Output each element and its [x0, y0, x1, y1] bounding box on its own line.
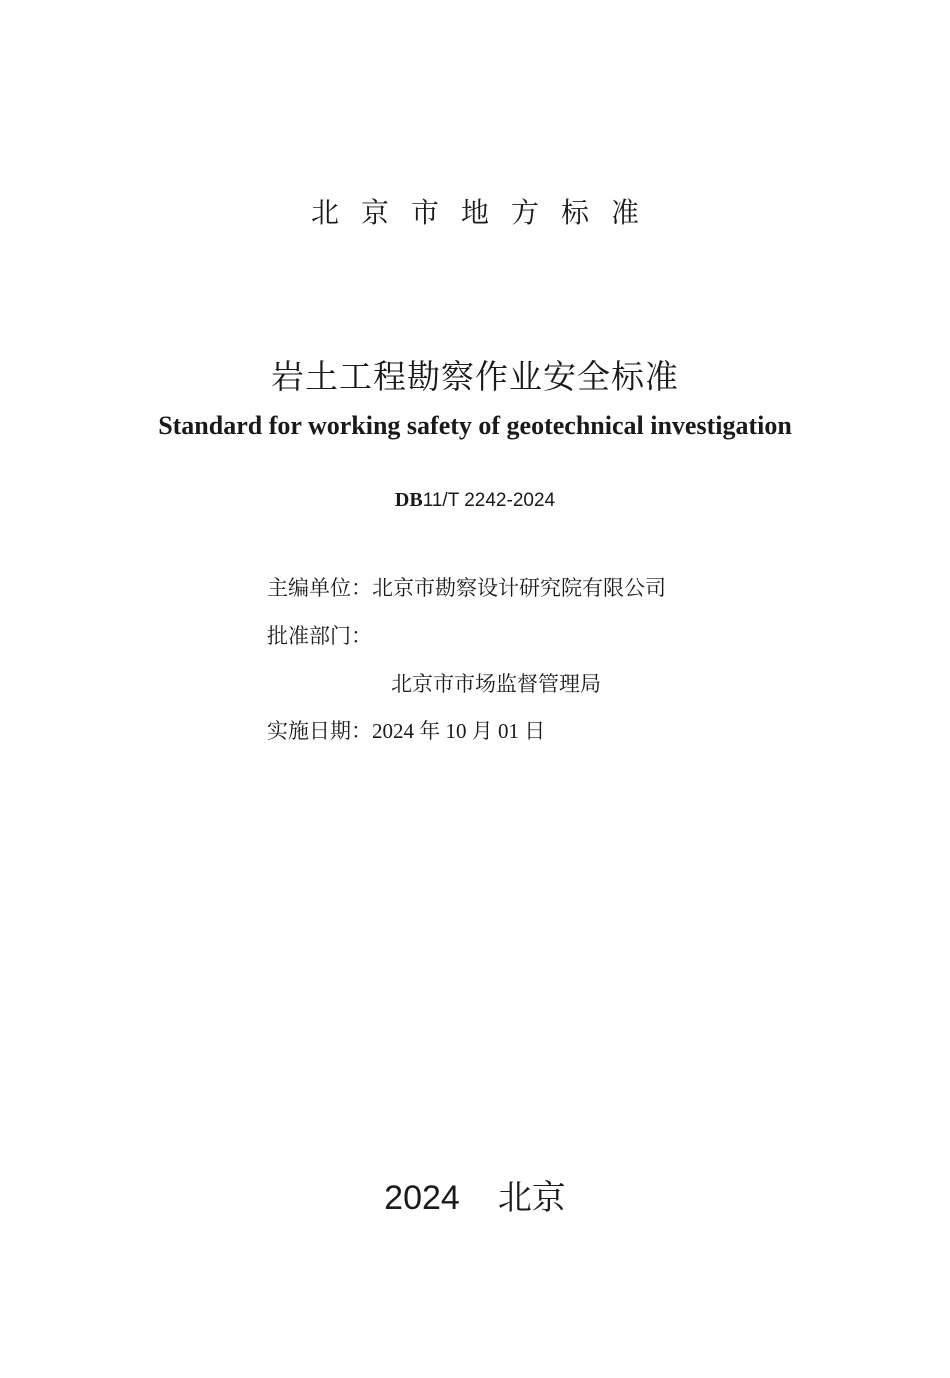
- publication-year: 2024: [384, 1179, 460, 1217]
- document-title-english: Standard for working safety of geotechnical investigation: [158, 411, 792, 440]
- standard-code: [0, 486, 950, 515]
- chief-editor-row: [267, 573, 666, 603]
- standard-series-label: 北京市地方标准: [310, 196, 661, 229]
- implementation-date-row: [267, 716, 545, 746]
- chief-editor-value: 北京市勘察设计研究院有限公司: [372, 576, 666, 600]
- approval-department-label: 批准部门：: [267, 624, 372, 648]
- approval-department-value: 北京市市场监督管理局: [391, 672, 601, 696]
- implementation-date-value: 2024 年 10 月 01 日: [372, 719, 546, 743]
- document-title-chinese: 岩土工程勘察作业安全标准: [271, 357, 679, 396]
- chief-editor-label: 主编单位：: [267, 576, 372, 600]
- standard-code-prefix: DB: [394, 489, 423, 511]
- standard-code-number: 11/T 2242-2024: [422, 490, 556, 511]
- publication-city: 北京: [497, 1178, 566, 1218]
- implementation-date-label: 实施日期：: [267, 719, 372, 743]
- publication-footer: [0, 1176, 950, 1220]
